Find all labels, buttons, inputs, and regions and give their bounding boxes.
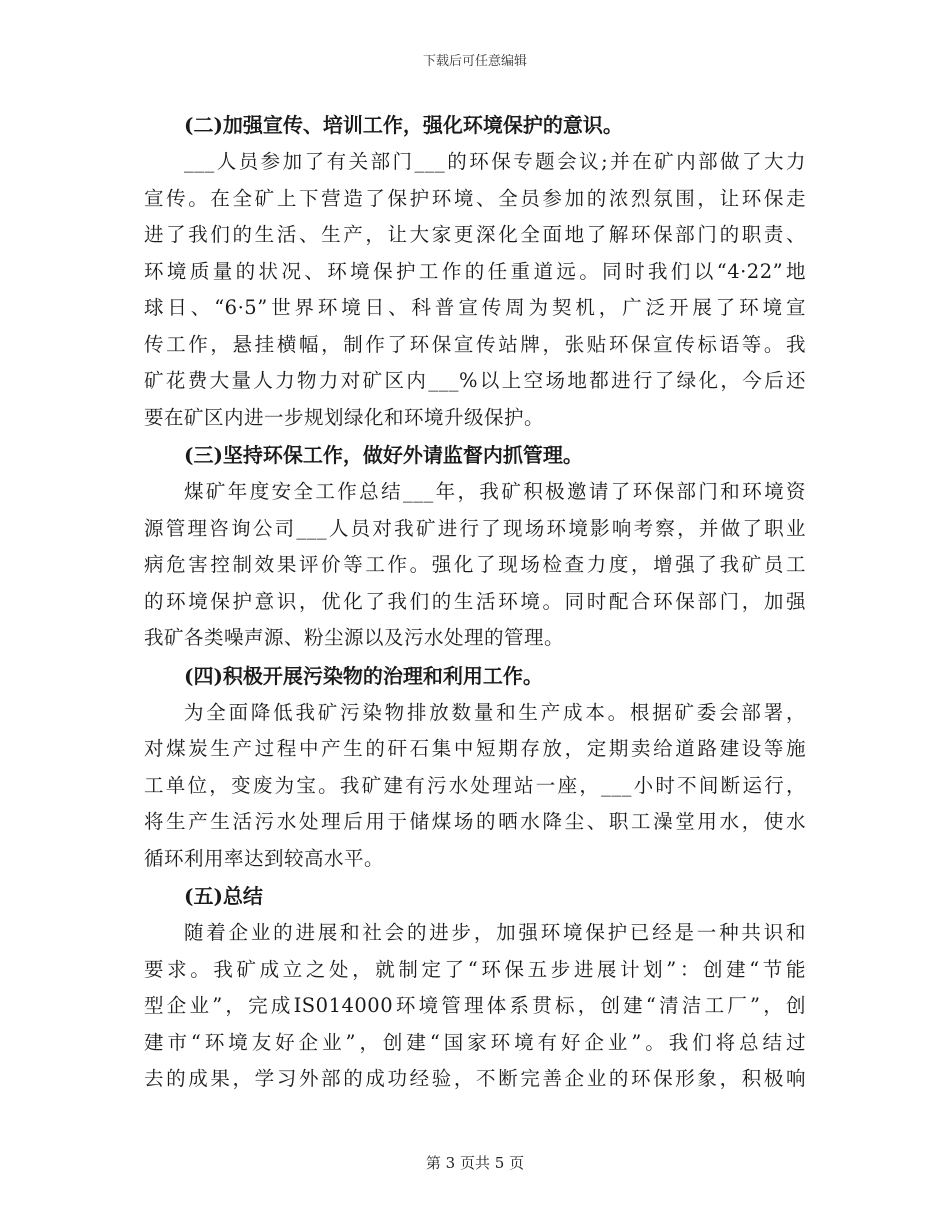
text-line: 病危害控制效果评价等工作。强化了现场检查力度，增强了我矿员工 bbox=[144, 553, 806, 576]
text-line: 源管理咨询公司___人员对我矿进行了现场环境影响考察，并做了职业 bbox=[144, 516, 806, 540]
text-line: 我矿各类噪声源、粉尘源以及污水处理的管理。 bbox=[144, 626, 565, 649]
page-header: 下载后可任意编辑 bbox=[422, 54, 527, 69]
section-heading-4: (四)积极开展污染物的治理和利用工作。 bbox=[184, 663, 543, 688]
section-body-4 bbox=[144, 695, 806, 878]
text-line: 工单位，变废为宝。我矿建有污水处理站一座，___小时不间断运行， bbox=[144, 773, 806, 797]
text-line: 随着企业的进展和社会的进步，加强环境保护已经是一种共识和 bbox=[184, 921, 806, 944]
text-line: 去的成果，学习外部的成功经验，不断完善企业的环保形象，积极响 bbox=[144, 1067, 806, 1090]
text-line: 进了我们的生活、生产，让大家更深化全面地了解环保部门的职责、 bbox=[144, 223, 806, 246]
page-number: 第 3 页共 5 页 bbox=[425, 1154, 525, 1172]
text-line: 为全面降低我矿污染物排放数量和生产成本。根据矿委会部署， bbox=[184, 700, 806, 724]
text-line: 型企业”，完成IS014000环境管理体系贯标，创建“清洁工厂”，创 bbox=[144, 994, 806, 1017]
document-body bbox=[144, 106, 806, 1098]
text-line: 对煤炭生产过程中产生的矸石集中短期存放，定期卖给道路建设等施 bbox=[144, 737, 806, 760]
section-body-3 bbox=[144, 474, 806, 657]
text-line: ___人员参加了有关部门___的环保专题会议;并在矿内部做了大力 bbox=[184, 150, 806, 173]
text-line: 要在矿区内进一步规划绿化和环境升级保护。 bbox=[144, 405, 545, 429]
text-line: 将生产生活污水处理后用于储煤场的晒水降尘、职工澡堂用水，使水 bbox=[144, 810, 806, 833]
text-line: 建市“环境友好企业”，创建“国家环境有好企业”。我们将总结过 bbox=[144, 1030, 806, 1054]
text-line: 循环利用率达到较高水平。 bbox=[144, 846, 385, 870]
section-heading-5: (五)总结 bbox=[184, 884, 263, 908]
section-body-5 bbox=[144, 915, 806, 1098]
section-body-2 bbox=[144, 144, 806, 436]
section-heading-2: (二)加强宣传、培训工作，强化环境保护的意识。 bbox=[184, 113, 623, 137]
text-line: 球日、“6·5”世界环境日、科普宣传周为契机，广泛开展了环境宣 bbox=[144, 296, 806, 319]
text-line: 环境质量的状况、环境保护工作的任重道远。同时我们以“4·22”地 bbox=[144, 259, 806, 283]
text-line: 要求。我矿成立之处，就制定了“环保五步进展计划”：创建“节能 bbox=[144, 957, 806, 981]
text-line: 传工作，悬挂横幅，制作了环保宣传站牌，张贴环保宣传标语等。我 bbox=[144, 332, 806, 356]
text-line: 宣传。在全矿上下营造了保护环境、全员参加的浓烈氛围，让环保走 bbox=[144, 186, 806, 210]
text-line: 煤矿年度安全工作总结___年，我矿积极邀请了环保部门和环境资 bbox=[184, 480, 806, 503]
text-line: 的环境保护意识，优化了我们的生活环境。同时配合环保部门，加强 bbox=[144, 589, 806, 613]
section-heading-3: (三)坚持环保工作，做好外请监督内抓管理。 bbox=[184, 443, 583, 467]
text-line: 矿花费大量人力物力对矿区内___%以上空场地都进行了绿化，今后还 bbox=[144, 369, 806, 392]
